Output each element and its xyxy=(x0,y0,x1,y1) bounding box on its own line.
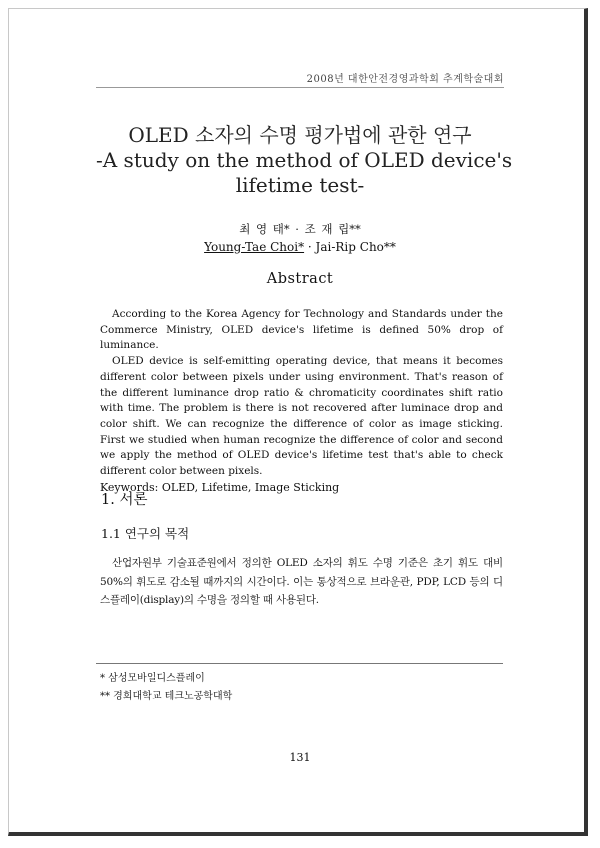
footnote-rule xyxy=(96,663,503,664)
abstract-heading: Abstract xyxy=(266,271,334,287)
header-rule xyxy=(96,87,504,88)
author-1-english: Young-Tae Choi* xyxy=(204,240,305,254)
title-english-line1: -A study on the method of OLED device's xyxy=(96,148,513,172)
title-english-line2: lifetime test- xyxy=(235,173,365,197)
footnote-1: * 삼성모바일디스플레이 xyxy=(100,673,205,684)
section-heading: 1. 서론 xyxy=(101,492,148,508)
authors-block xyxy=(96,221,504,256)
keywords: Keywords: OLED, Lifetime, Image Sticking xyxy=(100,480,340,494)
body-paragraph: 산업자원부 기술표준원에서 정의한 OLED 소자의 휘도 수명 기준은 초기 휘도 대비 50%의 휘도로 감소될 때까지의 시간이다. 이는 통상적으로 브라운관, PDP, LCD 등의 디스플레이(display)의 수명을 정의할 때 사용된다. xyxy=(100,557,503,606)
author-2-english: Jai-Rip Cho** xyxy=(315,240,396,254)
title-korean: OLED 소자의 수명 평가법에 관한 연구 xyxy=(128,123,472,147)
running-head: 2008년 대한안전경영과학회 추계학술대회 xyxy=(306,74,504,85)
footnote-2: ** 경희대학교 테크노공학대학 xyxy=(100,691,233,702)
title-block xyxy=(96,123,513,198)
abstract-paragraph-2: OLED device is self-emitting operating device, that means it becomes different color between pixels under using environment. That's reason of the different luminance drop ratio & chromaticity coordinates shift ratio with time. The problem is there is not recovered after luminace drop and color shift. We can recognize the difference of color as image sticking. First we studied when human recognize the difference of color and second we apply the method of OLED device's lifetime test that's able to check different color between pixels. xyxy=(100,355,503,478)
authors-korean: 최 영 태* · 조 재 립** xyxy=(239,222,361,236)
abstract-body xyxy=(100,307,503,495)
abstract-paragraph-1: According to the Korea Agency for Technology and Standards under the Commerce Ministry, OLED device's lifetime is defined 50% drop of luminance. xyxy=(100,308,503,352)
author-separator: · xyxy=(304,240,316,254)
authors-english xyxy=(96,238,504,256)
subsection-heading: 1.1 연구의 목적 xyxy=(101,526,190,541)
footnotes xyxy=(100,670,232,706)
page-number: 131 xyxy=(289,751,311,764)
